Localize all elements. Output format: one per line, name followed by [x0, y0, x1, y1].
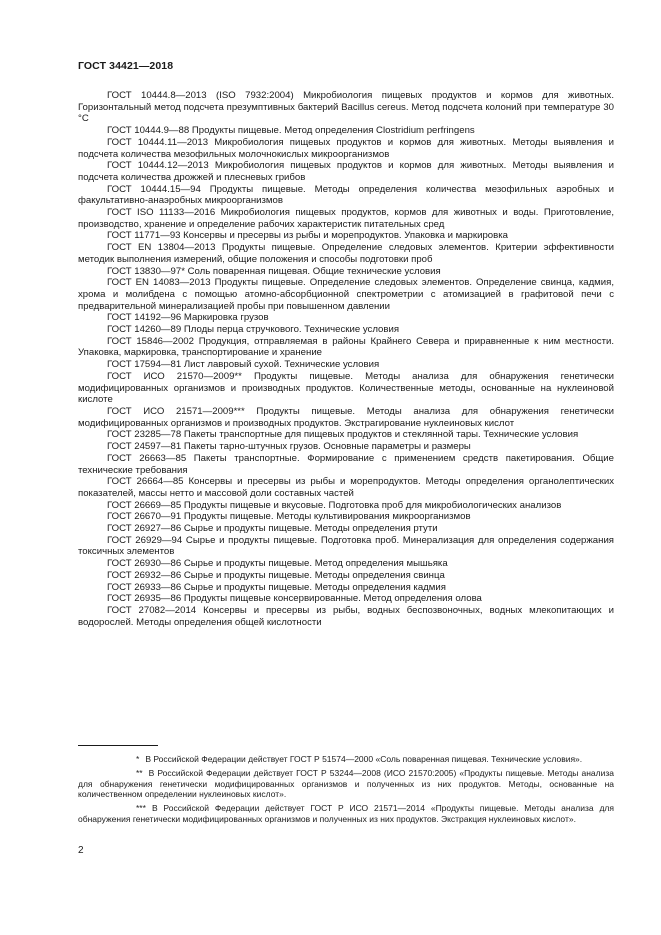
reference-item: ГОСТ 23285—78 Пакеты транспортные для пищевых продуктов и стеклянной тары. Технические условия	[107, 429, 579, 441]
reference-item: ГОСТ ИСО 21571—2009*** Продукты пищевые. Методы анализа для обнаружения генетически модифицированных организмов и производных продуктов. Экстрагирование нуклеиновых кислот	[78, 405, 614, 429]
reference-item: ГОСТ 27082—2014 Консервы и пресервы из рыбы, водных беспозвоночных, водных млекопитающих и водорослей. Методы определения общей кислотности	[78, 604, 614, 628]
footnote	[78, 803, 614, 825]
reference-item: ГОСТ 26930—86 Сырье и продукты пищевые. Метод определения мышьяка	[107, 558, 448, 570]
reference-item: ГОСТ 26663—85 Пакеты транспортные. Формирование с применением средств пакетирования. Общие технические требования	[78, 452, 614, 476]
reference-item: ГОСТ ISO 11133—2016 Микробиология пищевых продуктов, кормов для животных и воды. Приготовление, производство, хранение и определение рабочих характеристик питательных сред	[78, 207, 614, 230]
reference-item: ГОСТ 26669—85 Продукты пищевые и вкусовые. Подготовка проб для микробиологических анализов	[107, 499, 562, 511]
reference-item: ГОСТ 26670—91 Продукты пищевые. Методы культивирования микроорганизмов	[107, 511, 471, 523]
reference-item: ГОСТ 10444.12—2013 Микробиология пищевых продуктов и кормов для животных. Методы выявления и подсчета количества дрожжей и плесневых грибов	[78, 160, 614, 183]
reference-item: ГОСТ 14192—96 Маркировка грузов	[107, 312, 269, 324]
footnote	[78, 768, 614, 800]
footnote-text: В Российской Федерации действует ГОСТ Р ИСО 21571—2014 «Продукты пищевые. Методы анализа для обнаружения генетически модифицированных организмов и полученных из них продуктов. Экстракция нуклеиновых кислот».	[78, 803, 614, 824]
reference-item: ГОСТ 10444.9—88 Продукты пищевые. Метод определения Clostridium perfringens	[107, 125, 475, 137]
footnote-separator	[78, 745, 158, 746]
reference-item: ГОСТ 11771—93 Консервы и пресервы из рыбы и морепродуктов. Упаковка и маркировка	[107, 230, 508, 242]
footnote-text: В Российской Федерации действует ГОСТ Р 51574—2000 «Соль поваренная пищевая. Технические условия».	[145, 754, 583, 764]
reference-item: ГОСТ 13830—97* Соль поваренная пищевая. Общие технические условия	[107, 265, 441, 277]
footnote	[78, 754, 614, 765]
footnote-mark: *	[136, 754, 140, 764]
reference-item: ГОСТ 26932—86 Сырье и продукты пищевые. Методы определения свинца	[107, 569, 445, 581]
reference-item: ГОСТ 24597—81 Пакеты тарно-штучных грузов. Основные параметры и размеры	[107, 441, 471, 453]
reference-item: ГОСТ 26933—86 Сырье и продукты пищевые. Методы определения кадмия	[107, 581, 446, 593]
reference-item: ГОСТ 10444.8—2013 (ISO 7932:2004) Микробиология пищевых продуктов и кормов для животных. Горизонтальный метод подсчета презумптивных бактерий Bacillus cereus. Метод подсчета колоний при температуре 30 °С	[78, 90, 614, 125]
page-number: 2	[78, 845, 84, 856]
reference-item: ГОСТ 17594—81 Лист лавровый сухой. Технические условия	[107, 359, 380, 371]
reference-item: ГОСТ EN 13804—2013 Продукты пищевые. Определение следовых элементов. Критерии эффективности методик выполнения измерений, общие положения и способы подготовки проб	[78, 242, 614, 265]
reference-item: ГОСТ 10444.11—2013 Микробиология пищевых продуктов и кормов для животных. Методы выявления и подсчета количества мезофильных молочнокислых микроорганизмов	[78, 136, 614, 160]
reference-item: ГОСТ 26927—86 Сырье и продукты пищевые. Методы определения ртути	[107, 523, 438, 535]
reference-item: ГОСТ ИСО 21570—2009** Продукты пищевые. Методы анализа для обнаружения генетически модифицированных организмов и производных продуктов. Количественные методы, основанные на нуклеиновой кислоте	[78, 370, 614, 406]
footnotes	[78, 754, 614, 828]
document-header: ГОСТ 34421—2018	[78, 60, 174, 72]
footnote-mark: **	[136, 767, 143, 778]
reference-item: ГОСТ EN 14083—2013 Продукты пищевые. Определение следовых элементов. Определение свинца, кадмия, хрома и молибдена с помощью атомно-абсорбционной спектрометрии с атомизацией в графитовой печи с предварительной минерализацией пробы при повышенном давлении	[78, 277, 614, 312]
references-list	[78, 90, 614, 628]
reference-item: ГОСТ 26929—94 Сырье и продукты пищевые. Подготовка проб. Минерализация для определения содержания токсичных элементов	[78, 534, 614, 558]
reference-item: ГОСТ 14260—89 Плоды перца стручкового. Технические условия	[107, 324, 400, 336]
reference-item: ГОСТ 10444.15—94 Продукты пищевые. Методы определения количества мезофильных аэробных и факультативно-анаэробных микроорганизмов	[78, 183, 614, 207]
footnote-text: В Российской Федерации действует ГОСТ Р 53244—2008 (ИСО 21570:2005) «Продукты пищевые. Методы анализа для обнаружения генетически модифицированных организмов и полученных из них продуктов. Методы, основанные на количественном определении нуклеиновых кислот».	[78, 767, 614, 800]
reference-item: ГОСТ 26935—86 Продукты пищевые консервированные. Метод определения олова	[107, 593, 482, 605]
footnote-mark: ***	[136, 803, 146, 814]
reference-item: ГОСТ 15846—2002 Продукция, отправляемая в районы Крайнего Севера и приравненные к ним местности. Упаковка, маркировка, транспортирование и хранение	[78, 335, 614, 359]
reference-item: ГОСТ 26664—85 Консервы и пресервы из рыбы и морепродуктов. Методы определения органолептических показателей, массы нетто и массовой доли составных частей	[78, 476, 614, 499]
